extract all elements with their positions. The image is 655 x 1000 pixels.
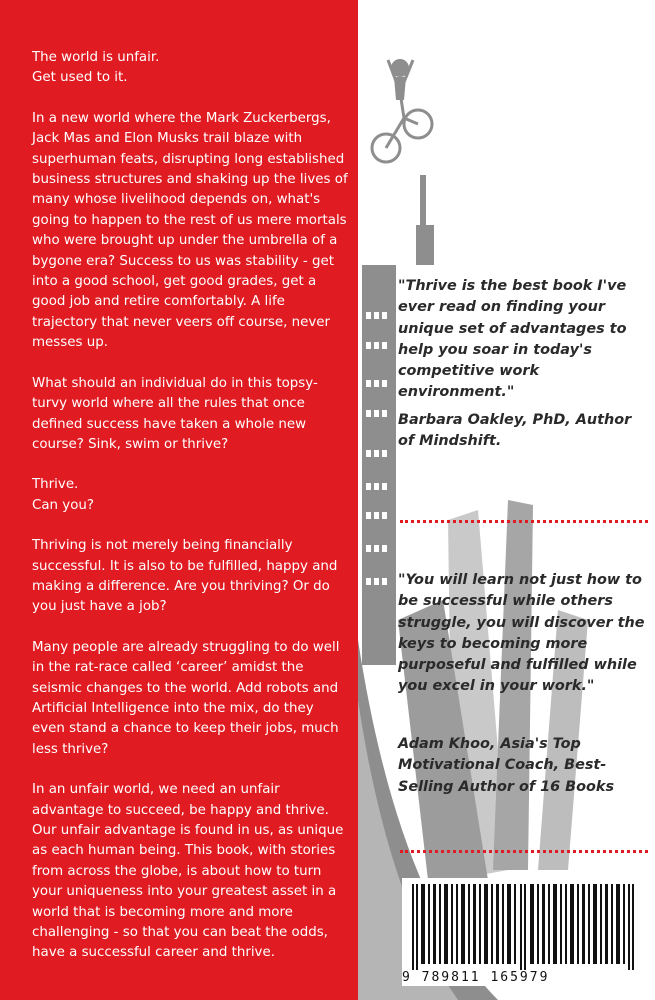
testimonial-quote-1: "Thrive is the best book I've ever read on finding your unique set of advantages to help you soar in today's competitive work environment." — [398, 278, 627, 401]
blurb-paragraph-3: What should an individual do in this topsy-turvy world where all the rules that once defined success have taken a whole new course? Sink, swim or thrive? — [32, 375, 318, 452]
tower-top — [416, 225, 434, 265]
cyclist-head — [391, 59, 409, 77]
blurb-paragraph-2: In a new world where the Mark Zuckerbergs, Jack Mas and Elon Musks trail blaze with superhuman feats, disrupting long established business structures and shaking up the lives of many whose livelihood depends on, what's going to happen to the rest of us mere mortals who were brought up under the umbrella of a bygone era? Success to us was stability - get into a good school, get good grades, get a good job and retire comfortably. A life trajectory that never veers off course, never messes up. — [32, 110, 348, 351]
testimonial-attribution-2: Adam Khoo, Asia's Top Motivational Coach, Best-Selling Author of 16 Books — [398, 736, 615, 795]
blurb-paragraph-4 — [32, 475, 350, 516]
blurb-line: Can you? — [32, 497, 95, 513]
tower-spire — [420, 175, 426, 230]
blurb-line: The world is unfair. — [32, 50, 160, 65]
blurb-line: Thrive. — [32, 477, 79, 493]
barcode-bars — [410, 884, 640, 970]
isbn-digits: 9 789811 165979 — [402, 970, 550, 985]
testimonial-quote-2: "You will learn not just how to be successful while others struggle, you will discover the keys to becoming more purposeful and fulfilled while you excel in your work." — [398, 572, 645, 695]
cyclist-body — [394, 77, 406, 100]
blurb-paragraph-1 — [32, 48, 350, 89]
dotted-divider — [400, 850, 648, 853]
isbn-barcode — [402, 878, 648, 986]
illustration-panel — [358, 0, 655, 1000]
tower-body — [362, 265, 396, 665]
blurb-paragraph-7: In an unfair world, we need an unfair advantage to succeed, be happy and thrive. Our unfair advantage is found in us, as unique as each human being. This book, with stories from across the globe, is about how to turn your uniqueness into your greatest asset in a world that is becoming more and more challenging - so that you can beat the odds, have a successful career and thrive. — [32, 782, 344, 961]
blurb — [32, 48, 350, 984]
blurb-paragraph-6: Many people are already struggling to do well in the rat-race called ‘career’ amidst the seismic changes to the world. Add robots and Artificial Intelligence into the mix, do they even stand a chance to keep their jobs, much less thrive? — [32, 639, 340, 757]
blurb-line: Get used to it. — [32, 70, 128, 86]
blurb-paragraph-5: Thriving is not merely being financially successful. It is also to be fulfilled, happy and making a difference. Are you thriving? Or do you just have a job? — [32, 538, 338, 615]
dotted-divider — [400, 520, 648, 523]
testimonial-attribution-1: Barbara Oakley, PhD, Author of Mindshift. — [398, 412, 632, 450]
